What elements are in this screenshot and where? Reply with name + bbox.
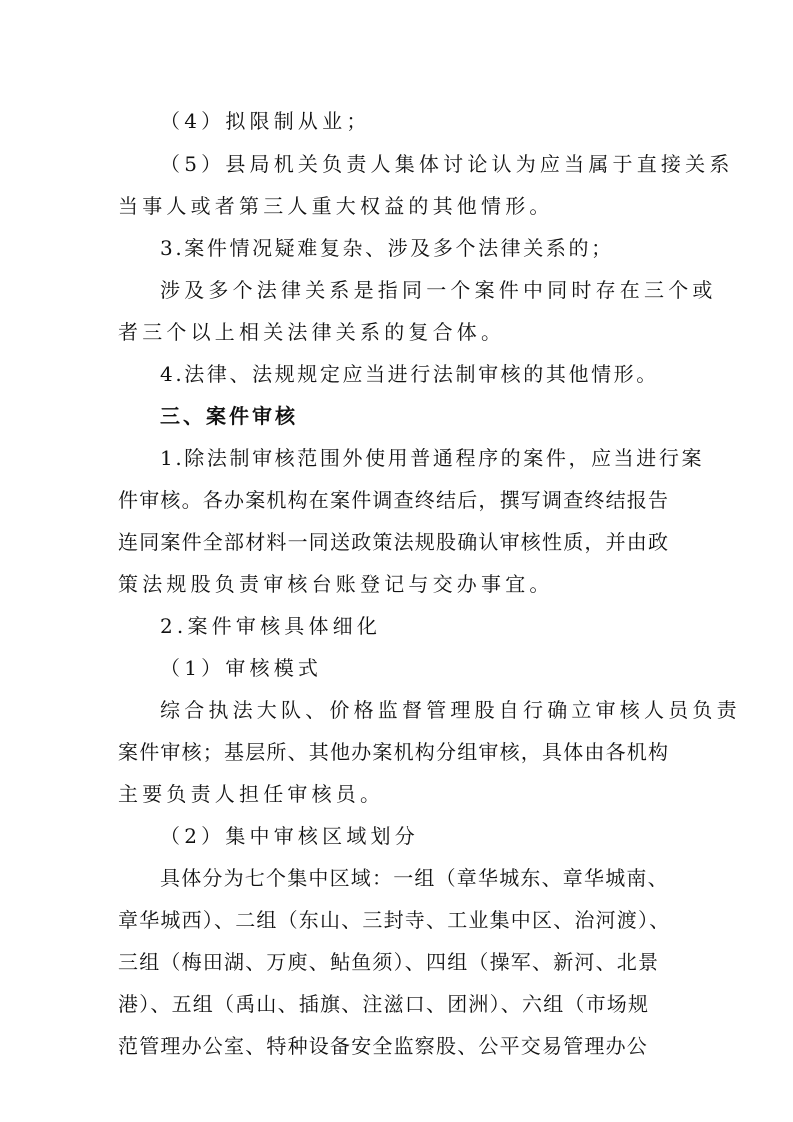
paragraph-line-16: 主要负责人担任审核员。 bbox=[118, 782, 385, 806]
paragraph-line-13: （1）审核模式 bbox=[160, 656, 323, 680]
paragraph-line-6: 者三个以上相关法律关系的复合体。 bbox=[118, 320, 506, 344]
paragraph-line-7: 4.法律、法规规定应当进行法制审核的其他情形。 bbox=[160, 362, 659, 386]
paragraph-line-18: 具体分为七个集中区域：一组（章华城东、章华城南、 bbox=[160, 866, 669, 890]
paragraph-line-19: 章华城西）、二组（东山、三封寺、工业集中区、治河渡）、 bbox=[118, 908, 671, 932]
paragraph-line-5: 涉及多个法律关系是指同一个案件中同时存在三个或 bbox=[160, 278, 717, 302]
paragraph-line-10: 连同案件全部材料一同送政策法规股确认审核性质，并由政 bbox=[118, 530, 670, 554]
paragraph-line-8: 1.除法制审核范围外使用普通程序的案件，应当进行案 bbox=[160, 446, 705, 470]
paragraph-line-9: 件审核。各办案机构在案件调查终结后，撰写调查终结报告 bbox=[118, 488, 670, 512]
paragraph-line-12: 2.案件审核具体细化 bbox=[160, 614, 382, 638]
paragraph-line-14: 综合执法大队、价格监督管理股自行确立审核人员负责 bbox=[160, 698, 741, 722]
paragraph-line-4: 3.案件情况疑难复杂、涉及多个法律关系的； bbox=[160, 236, 614, 260]
paragraph-line-1: （4）拟限制从业； bbox=[160, 109, 371, 133]
paragraph-line-2: （5）县局机关负责人集体讨论认为应当属于直接关系 bbox=[160, 152, 734, 176]
paragraph-line-11: 策法规股负责审核台账登记与交办事宜。 bbox=[118, 572, 554, 596]
paragraph-line-17: （2）集中审核区域划分 bbox=[160, 824, 419, 848]
paragraph-line-20: 三组（梅田湖、万庾、鲇鱼须）、四组（操军、新河、北景 bbox=[118, 950, 660, 974]
paragraph-line-22: 范管理办公室、特种设备安全监察股、公平交易管理办公 bbox=[118, 1034, 648, 1058]
paragraph-line-15: 案件审核；基层所、其他办案机构分组审核，具体由各机构 bbox=[118, 740, 670, 764]
paragraph-line-3: 当事人或者第三人重大权益的其他情形。 bbox=[118, 194, 554, 218]
section-heading: 三、案件审核 bbox=[160, 404, 298, 428]
paragraph-line-21: 港）、五组（禹山、插旗、注滋口、团洲）、六组（市场规 bbox=[118, 992, 650, 1016]
